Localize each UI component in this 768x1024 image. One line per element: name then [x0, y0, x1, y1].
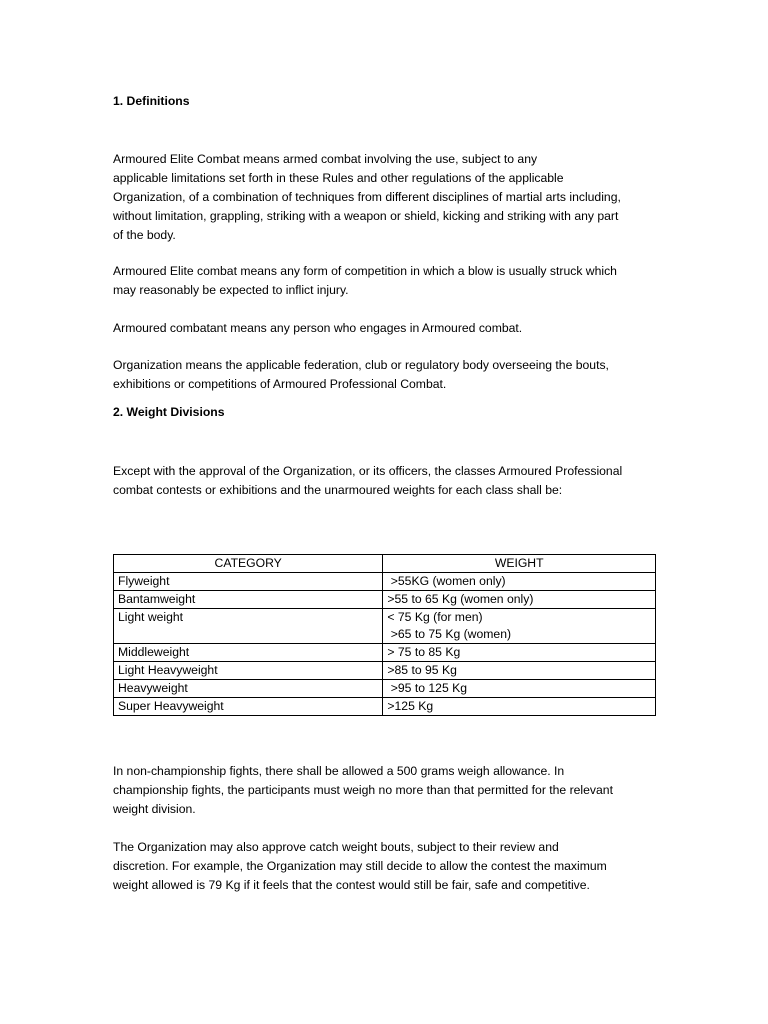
definition-armoured-elite-combat-competition	[113, 262, 658, 300]
table-row	[114, 698, 656, 716]
catch-weight-paragraph	[113, 838, 658, 895]
text-line: Except with the approval of the Organization, or its officers, the classes Armoured Professional	[113, 464, 623, 478]
section-heading-definitions: 1. Definitions	[113, 94, 190, 108]
weight-cell: >55 to 65 Kg (women only)	[383, 591, 656, 609]
weight-cell: > 75 to 85 Kg	[383, 644, 656, 662]
weight-cell	[383, 609, 656, 644]
text-line: weight division.	[113, 802, 196, 816]
text-line: Armoured combatant means any person who engages in Armoured combat.	[113, 321, 523, 335]
weight-women: >65 to 75 Kg (women)	[387, 627, 512, 641]
column-header-category: CATEGORY	[114, 555, 383, 573]
text-line: discretion. For example, the Organization may still decide to allow the contest the maximum	[113, 859, 607, 873]
weight-men: < 75 Kg (for men)	[387, 610, 483, 624]
section-heading-weight-divisions: 2. Weight Divisions	[113, 405, 225, 419]
table-row	[114, 609, 656, 644]
weight-cell: >55KG (women only)	[383, 573, 656, 591]
category-cell: Light weight	[114, 609, 383, 644]
text-line: In non-championship fights, there shall be allowed a 500 grams weigh allowance. In	[113, 764, 565, 778]
definition-armoured-elite-combat	[113, 150, 658, 245]
text-line: combat contests or exhibitions and the unarmoured weights for each class shall be:	[113, 483, 563, 497]
definition-armoured-combatant	[113, 319, 658, 338]
category-cell: Heavyweight	[114, 680, 383, 698]
table-row	[114, 644, 656, 662]
weight-divisions-table	[113, 554, 656, 716]
weight-cell: >85 to 95 Kg	[383, 662, 656, 680]
text-line: The Organization may also approve catch weight bouts, subject to their review and	[113, 840, 559, 854]
weight-cell: >95 to 125 Kg	[383, 680, 656, 698]
weight-divisions-intro	[113, 462, 658, 500]
table-row	[114, 591, 656, 609]
category-cell: Middleweight	[114, 644, 383, 662]
definition-organization	[113, 356, 658, 394]
text-line: Armoured Elite combat means any form of competition in which a blow is usually struck which	[113, 264, 617, 278]
text-line: of the body.	[113, 228, 176, 242]
text-line: weight allowed is 79 Kg if it feels that the contest would still be fair, safe and competitive.	[113, 878, 590, 892]
category-cell: Bantamweight	[114, 591, 383, 609]
text-line: Organization means the applicable federation, club or regulatory body overseeing the bouts,	[113, 358, 609, 372]
text-line: Organization, of a combination of techniques from different disciplines of martial arts including,	[113, 190, 621, 204]
text-line: applicable limitations set forth in these Rules and other regulations of the applicable	[113, 171, 564, 185]
text-line: exhibitions or competitions of Armoured Professional Combat.	[113, 377, 447, 391]
text-line: championship fights, the participants must weigh no more than that permitted for the relevant	[113, 783, 613, 797]
category-cell: Super Heavyweight	[114, 698, 383, 716]
table-row	[114, 662, 656, 680]
text-line: Armoured Elite Combat means armed combat involving the use, subject to any	[113, 152, 538, 166]
text-line: may reasonably be expected to inflict injury.	[113, 283, 349, 297]
category-cell: Flyweight	[114, 573, 383, 591]
text-line: without limitation, grappling, striking with a weapon or shield, kicking and striking with any part	[113, 209, 619, 223]
table-row	[114, 573, 656, 591]
table-header-row	[114, 555, 656, 573]
weigh-allowance-paragraph	[113, 762, 658, 819]
table-row	[114, 680, 656, 698]
column-header-weight: WEIGHT	[383, 555, 656, 573]
weight-cell: >125 Kg	[383, 698, 656, 716]
category-cell: Light Heavyweight	[114, 662, 383, 680]
